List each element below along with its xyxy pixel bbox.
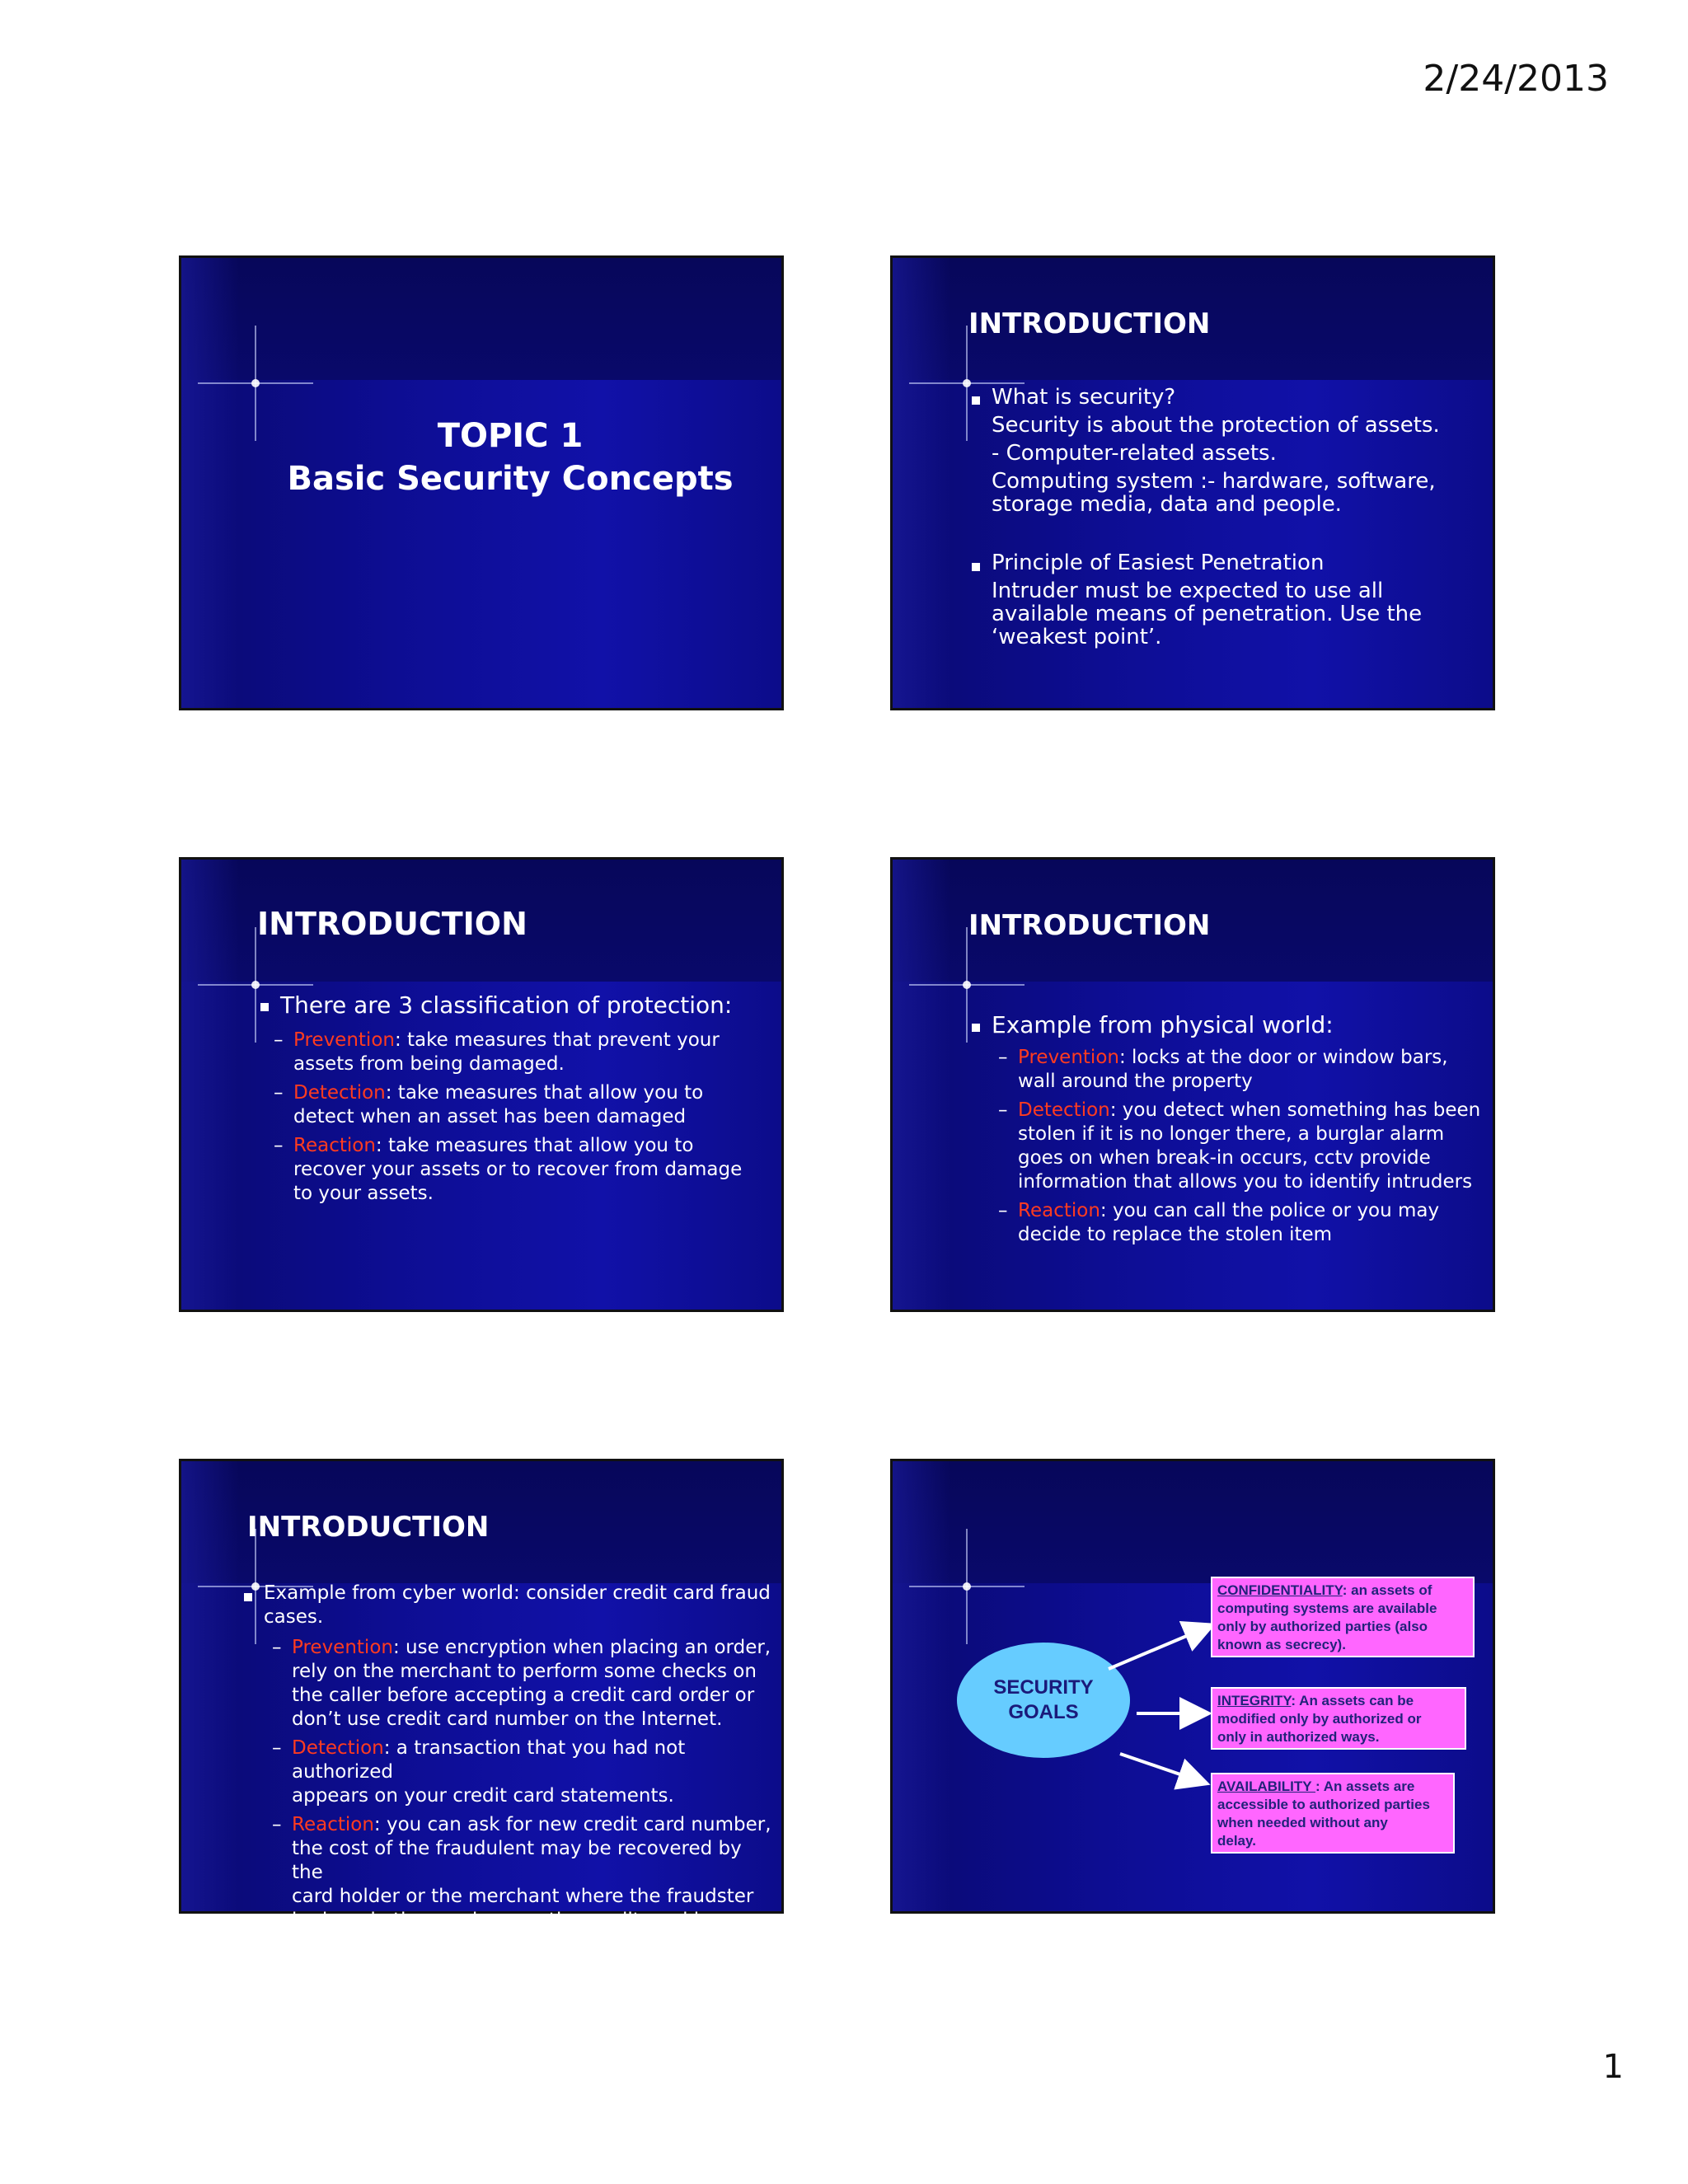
slide-5 [179, 1459, 784, 1931]
bullet-icon [972, 1024, 980, 1032]
slide-body: Principle of Easiest Penetration Intruder must be expected to use all available means of penetration. Use the ‘weakest point’. [992, 551, 1423, 649]
list-item: – Reaction: take measures that allow you to recover your assets or to recover from damage to your assets. [274, 1134, 768, 1206]
page-number: 1 [1602, 2048, 1624, 2086]
list-item: – Reaction: you can call the police or you may decide to replace the stolen item [998, 1199, 1493, 1247]
slide-1 [179, 255, 784, 710]
slide-2 [890, 255, 1495, 710]
slide-4 [890, 857, 1495, 1312]
list-item: – Prevention: use encryption when placing an order, rely on the merchant to perform some checks on the caller before accepting a credit card order or don’t use credit card number on the Internet. [272, 1636, 775, 1732]
slide-title: INTRODUCTION [257, 906, 528, 942]
bullet-icon [244, 1593, 252, 1601]
slide-bullet: Example from cyber world: consider credit card fraud cases. [264, 1582, 771, 1628]
slide-bullet: Example from physical world: [992, 1011, 1334, 1038]
page-date: 2/24/2013 [1423, 58, 1609, 100]
classification-list [274, 1029, 768, 1206]
bullet-icon [972, 396, 980, 405]
slide-bullet: There are 3 classification of protection: [280, 991, 733, 1019]
slide-3 [179, 857, 784, 1312]
slide-title: INTRODUCTION [968, 909, 1211, 942]
confidentiality-box: CONFIDENTIALITY: an assets of computing systems are available only by authorized parties (also known as secrecy). [1211, 1577, 1475, 1657]
slide-6 [890, 1459, 1495, 1914]
example-list [272, 1636, 775, 1933]
integrity-box: INTEGRITY: An assets can be modified only by authorized or only in authorized ways. [1211, 1687, 1466, 1750]
security-goals-ellipse: SECURITY GOALS [957, 1643, 1130, 1758]
example-list [998, 1046, 1493, 1247]
bullet-icon [972, 563, 980, 571]
slide-title: TOPIC 1 Basic Security Concepts [287, 417, 734, 498]
list-item: – Prevention: take measures that prevent your assets from being damaged. [274, 1029, 768, 1076]
list-item: – Detection: take measures that allow you to detect when an asset has been damaged [274, 1081, 768, 1129]
slide-title: INTRODUCTION [968, 307, 1211, 340]
slide-title: INTRODUCTION [247, 1511, 490, 1544]
list-item: – Reaction: you can ask for new credit card number, the cost of the fraudulent may be recovered by the card holder or the merchant where the fraudster had made the purchase or the credit card issuer. [272, 1813, 775, 1933]
list-item: – Detection: you detect when something has been stolen if it is no longer there, a burglar alarm goes on when break-in occurs, cctv provide information that allows you to identify intruders [998, 1099, 1493, 1194]
slide-body: What is security? Security is about the protection of assets. - Computer-related assets. Computing system :- hardware, software, storage media, data and people. [992, 385, 1440, 517]
availability-box: AVAILABILITY : An assets are accessible to authorized parties when needed without any delay. [1211, 1773, 1455, 1854]
bullet-icon [260, 1003, 269, 1011]
list-item: – Detection: a transaction that you had not authorized appears on your credit card statements. [272, 1736, 775, 1808]
list-item: – Prevention: locks at the door or window bars, wall around the property [998, 1046, 1493, 1094]
